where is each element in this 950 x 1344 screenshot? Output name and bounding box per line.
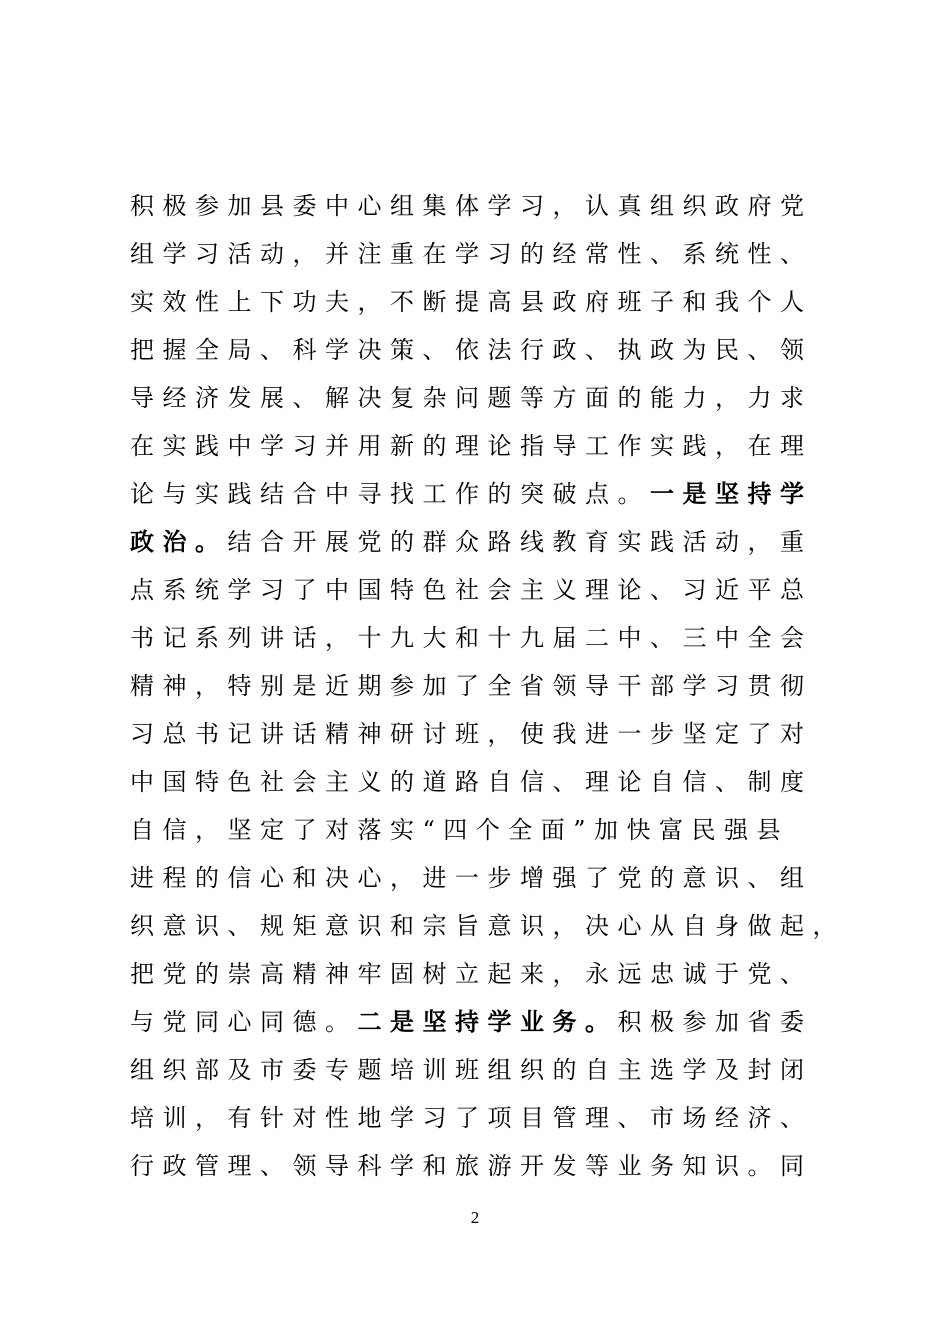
body-text-segment: 培训，有针对性地学习了项目管理、市场经济、 [130, 1104, 813, 1132]
body-text-segment: 织意识、规矩意识和宗旨意识，决心从自身做起， [130, 912, 845, 940]
body-text-segment: 自信，坚定了对落实“四个全面”加快富民强县 [130, 816, 790, 844]
body-text-segment: 进程的信心和决心，进一步增强了党的意识、组 [130, 864, 813, 892]
text-line [130, 566, 830, 614]
text-line [130, 230, 830, 278]
bold-heading-text: 一是坚持学 [650, 479, 813, 508]
body-text-segment: 组织部及市委专题培训班组织的自主选学及封闭 [130, 1056, 813, 1084]
body-text-segment: 把握全局、科学决策、依法行政、执政为民、领 [130, 336, 813, 364]
body-text-segment: 行政管理、领导科学和旅游开发等业务知识。同 [130, 1152, 813, 1180]
body-text-segment: 积极参加省委 [617, 1008, 813, 1036]
text-line [130, 950, 830, 998]
text-line [130, 662, 830, 710]
text-line [130, 854, 830, 902]
body-text-segment: 导经济发展、解决复杂问题等方面的能力，力求 [130, 384, 813, 412]
body-text-segment: 把党的崇高精神牢固树立起来，永远忠诚于党、 [130, 960, 813, 988]
text-line [130, 998, 830, 1046]
text-line [130, 374, 830, 422]
text-line [130, 806, 830, 854]
text-line [130, 182, 830, 230]
text-line [130, 1142, 830, 1190]
text-line [130, 1046, 830, 1094]
body-text-segment: 中国特色社会主义的道路自信、理论自信、制度 [130, 768, 813, 796]
page-number: 2 [470, 1208, 480, 1227]
bold-heading-text: 政治。 [130, 527, 228, 556]
text-line [130, 518, 830, 566]
body-text-segment: 习总书记讲话精神研讨班，使我进一步坚定了对 [130, 720, 813, 748]
text-line [130, 758, 830, 806]
body-text-segment: 论与实践结合中寻找工作的突破点。 [130, 480, 650, 508]
text-line [130, 326, 830, 374]
body-text-segment: 实效性上下功夫，不断提高县政府班子和我个人 [130, 288, 813, 316]
body-text [130, 182, 845, 1190]
body-text-segment: 组学习活动，并注重在学习的经常性、系统性、 [130, 240, 813, 268]
text-line [130, 422, 830, 470]
text-line [130, 470, 830, 518]
body-text-segment: 与党同心同德。 [130, 1008, 358, 1036]
text-line [130, 902, 845, 950]
body-text-segment: 书记系列讲话，十九大和十九届二中、三中全会 [130, 624, 813, 652]
body-text-segment: 结合开展党的群众路线教育实践活动，重 [227, 528, 813, 556]
bold-heading-text: 二是坚持学业务。 [357, 1007, 618, 1036]
body-text-segment: 点系统学习了中国特色社会主义理论、习近平总 [130, 576, 813, 604]
body-text-segment: 在实践中学习并用新的理论指导工作实践，在理 [130, 432, 813, 460]
body-text-segment: 精神，特别是近期参加了全省领导干部学习贯彻 [130, 672, 813, 700]
text-line [130, 614, 830, 662]
text-line [130, 710, 830, 758]
body-text-segment: 积极参加县委中心组集体学习，认真组织政府党 [130, 192, 813, 220]
text-line [130, 1094, 830, 1142]
text-line [130, 278, 830, 326]
